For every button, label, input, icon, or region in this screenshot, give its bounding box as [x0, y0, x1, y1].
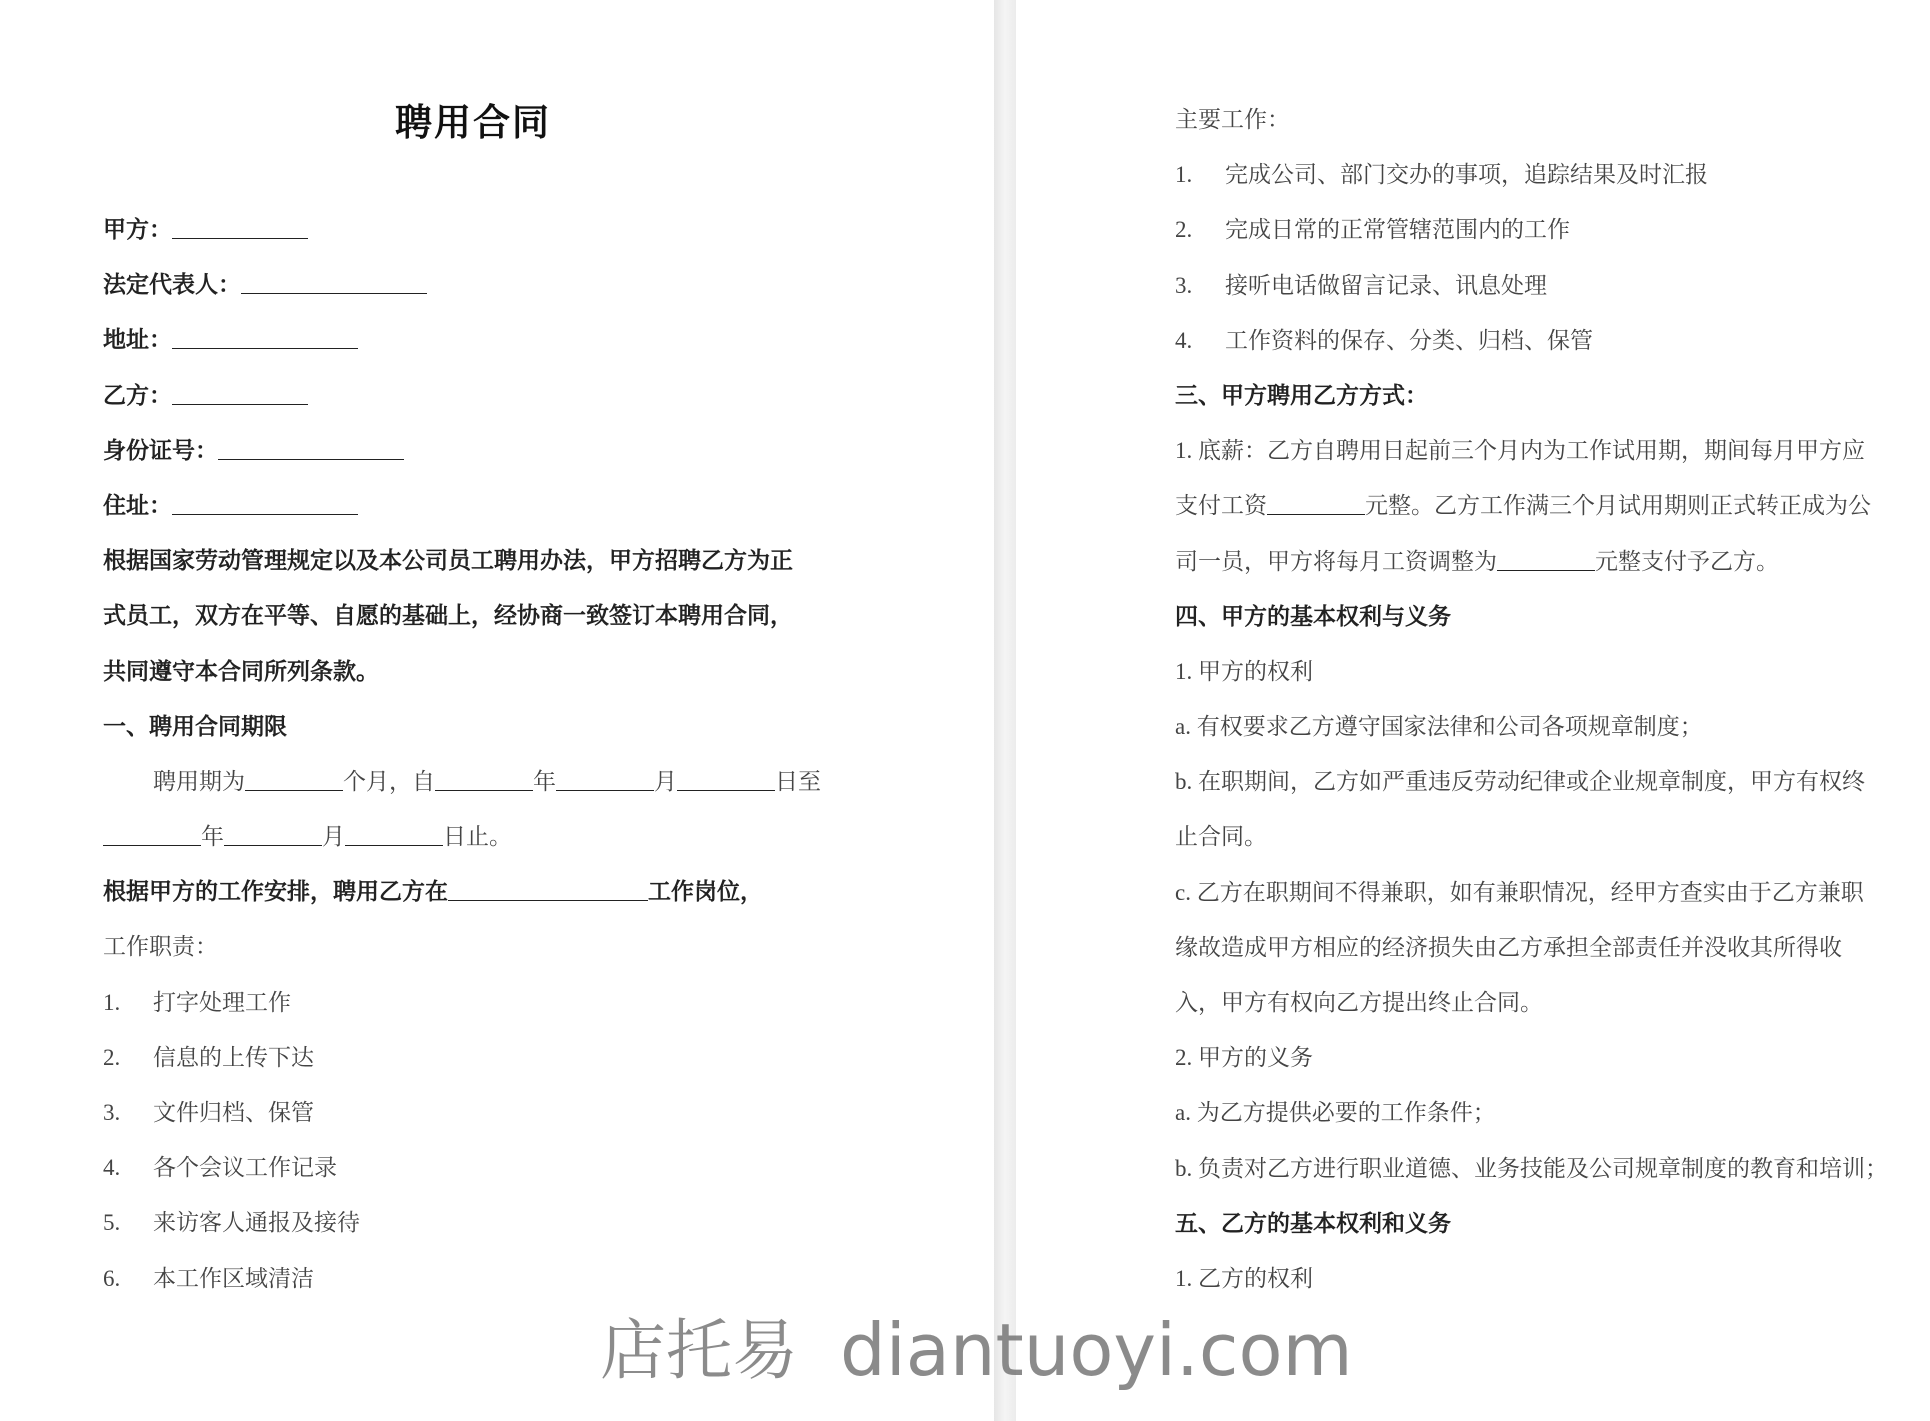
- text-segment: 文件归档、保管: [153, 1100, 314, 1125]
- text-segment: 完成日常的正常管辖范围内的工作: [1225, 217, 1570, 243]
- bold-text-line: [103, 699, 821, 754]
- page-divider: [994, 0, 1016, 1421]
- text-line: [1175, 1085, 1888, 1140]
- text-segment: 四、甲方的基本权利与义务: [1175, 603, 1451, 629]
- text-line: [1175, 644, 1888, 699]
- text-segment: 主要工作：: [1175, 107, 1290, 132]
- bold-text-line: [103, 644, 821, 699]
- text-segment: 共同遵守本合同所列条款。: [103, 658, 379, 684]
- document-title: 聘用合同: [395, 103, 551, 144]
- text-segment: 缘故造成甲方相应的经济损失由乙方承担全部责任并没收其所得收: [1175, 934, 1842, 960]
- right-page-body: [1175, 92, 1888, 1306]
- text-segment: b. 在职期间，乙方如严重违反劳动纪律或企业规章制度，甲方有权终: [1175, 769, 1865, 795]
- list-number: 3.: [103, 1100, 121, 1125]
- text-segment: 工作资料的保存、分类、归档、保管: [1225, 327, 1593, 353]
- list-number: 2.: [1175, 217, 1193, 243]
- list-number: 4.: [103, 1155, 121, 1181]
- text-line: [1175, 534, 1888, 589]
- bold-text-line: [103, 423, 821, 478]
- text-line: [1175, 920, 1888, 975]
- text-line: [1175, 1141, 1888, 1196]
- text-segment: 根据国家劳动管理规定以及本公司员工聘用办法，甲方招聘乙方为正: [103, 548, 793, 574]
- text-segment: 乙方：: [103, 382, 172, 408]
- bold-text-line: [1175, 368, 1888, 423]
- list-item: [103, 975, 821, 1030]
- text-segment: a. 为乙方提供必要的工作条件；: [1175, 1100, 1496, 1126]
- text-segment: c. 乙方在职期间不得兼职，如有兼职情况，经甲方查实由于乙方兼职: [1175, 879, 1864, 905]
- list-number: 3.: [1175, 272, 1193, 298]
- text-line: [103, 754, 821, 809]
- list-number: 2.: [103, 1044, 121, 1070]
- bold-text-line: [103, 202, 821, 257]
- text-segment: 1. 底薪：乙方自聘用日起前三个月内为工作试用期，期间每月甲方应: [1175, 438, 1865, 464]
- fill-in-blank: [224, 825, 322, 846]
- text-line: [1175, 423, 1888, 478]
- list-number: 1.: [103, 989, 121, 1015]
- bold-text-line: [103, 312, 821, 367]
- text-segment: 工作岗位，: [648, 879, 763, 905]
- text-segment: 聘用期为: [153, 768, 245, 794]
- text-segment: 接听电话做留言记录、讯息处理: [1225, 272, 1547, 298]
- text-segment: 支付工资: [1175, 493, 1267, 519]
- text-segment: 年: [201, 824, 224, 850]
- list-item: [1175, 147, 1888, 202]
- fill-in-blank: [1267, 494, 1365, 515]
- text-segment: 元整。乙方工作满三个月试用期则正式转正成为公: [1365, 493, 1871, 519]
- text-segment: 信息的上传下达: [153, 1044, 314, 1070]
- list-item: [103, 1195, 821, 1250]
- text-segment: 完成公司、部门交办的事项，追踪结果及时汇报: [1225, 162, 1708, 188]
- text-segment: 日至: [775, 768, 821, 794]
- text-line: [1175, 754, 1888, 809]
- text-segment: 工作职责：: [103, 934, 218, 960]
- fill-in-blank: [241, 273, 427, 294]
- fill-in-blank: [556, 770, 654, 791]
- text-segment: 日止。: [443, 824, 512, 850]
- list-item: [103, 1030, 821, 1085]
- list-item: [1175, 258, 1888, 313]
- fill-in-blank: [103, 825, 201, 846]
- text-line: [1175, 975, 1888, 1030]
- fill-in-blank: [345, 825, 443, 846]
- text-segment: 止合同。: [1175, 824, 1267, 850]
- bold-text-line: [103, 864, 821, 919]
- bold-text-line: [103, 478, 821, 533]
- text-segment: 年: [533, 768, 556, 794]
- text-segment: 月: [654, 768, 677, 794]
- text-line: [1175, 478, 1888, 533]
- text-segment: 一、聘用合同期限: [103, 713, 287, 739]
- bold-text-line: [1175, 589, 1888, 644]
- list-item: [103, 1140, 821, 1195]
- text-line: [1175, 699, 1888, 754]
- text-segment: 甲方：: [103, 217, 172, 242]
- left-page-body: [103, 202, 821, 1306]
- text-segment: 法定代表人：: [103, 272, 241, 298]
- list-item: [103, 1085, 821, 1140]
- list-number: 4.: [1175, 327, 1193, 353]
- text-line: [103, 809, 821, 864]
- text-line: [1175, 1030, 1888, 1085]
- fill-in-blank: [245, 770, 343, 791]
- fill-in-blank: [677, 770, 775, 791]
- bold-text-line: [103, 533, 821, 588]
- watermark-chinese: 店托易: [600, 1312, 798, 1389]
- fill-in-blank: [172, 384, 308, 405]
- text-segment: 1. 甲方的权利: [1175, 658, 1313, 684]
- fill-in-blank: [1497, 550, 1595, 571]
- text-line: [1175, 809, 1888, 864]
- fill-in-blank: [172, 494, 358, 515]
- list-number: 5.: [103, 1210, 121, 1236]
- text-segment: 地址：: [103, 327, 172, 353]
- watermark-url: diantuoyi.com: [840, 1308, 1353, 1392]
- bold-text-line: [1175, 1196, 1888, 1251]
- bold-text-line: [103, 257, 821, 312]
- text-segment: 来访客人通报及接待: [153, 1210, 360, 1236]
- text-segment: b. 负责对乙方进行职业道德、业务技能及公司规章制度的教育和培训；: [1175, 1155, 1888, 1181]
- text-segment: 元整支付予乙方。: [1595, 548, 1779, 574]
- text-segment: 2. 甲方的义务: [1175, 1045, 1313, 1071]
- fill-in-blank: [448, 880, 648, 901]
- text-segment: 身份证号：: [103, 437, 218, 463]
- text-segment: 1. 乙方的权利: [1175, 1265, 1313, 1291]
- text-segment: 个月，自: [343, 768, 435, 794]
- fill-in-blank: [218, 439, 404, 460]
- text-segment: 式员工，双方在平等、自愿的基础上，经协商一致签订本聘用合同，: [103, 603, 793, 629]
- bold-text-line: [103, 368, 821, 423]
- text-segment: 五、乙方的基本权利和义务: [1175, 1210, 1451, 1236]
- text-segment: 本工作区域清洁: [153, 1265, 314, 1291]
- text-segment: 住址：: [103, 492, 172, 518]
- text-segment: 打字处理工作: [153, 989, 291, 1015]
- list-item: [103, 1251, 821, 1306]
- list-number: 6.: [103, 1265, 121, 1291]
- text-line: [1175, 92, 1888, 147]
- fill-in-blank: [435, 770, 533, 791]
- list-item: [1175, 202, 1888, 257]
- text-segment: 入，甲方有权向乙方提出终止合同。: [1175, 990, 1543, 1015]
- text-segment: 三、甲方聘用乙方方式：: [1175, 382, 1428, 408]
- text-line: [103, 919, 821, 974]
- bold-text-line: [103, 588, 821, 643]
- fill-in-blank: [172, 328, 358, 349]
- text-line: [1175, 1251, 1888, 1306]
- text-segment: 月: [322, 824, 345, 850]
- text-line: [1175, 865, 1888, 920]
- text-segment: 各个会议工作记录: [153, 1155, 337, 1181]
- text-segment: 司一员，甲方将每月工资调整为: [1175, 548, 1497, 574]
- list-number: 1.: [1175, 162, 1193, 188]
- fill-in-blank: [172, 218, 308, 239]
- text-segment: 根据甲方的工作安排，聘用乙方在: [103, 879, 448, 905]
- text-segment: a. 有权要求乙方遵守国家法律和公司各项规章制度；: [1175, 714, 1703, 740]
- list-item: [1175, 313, 1888, 368]
